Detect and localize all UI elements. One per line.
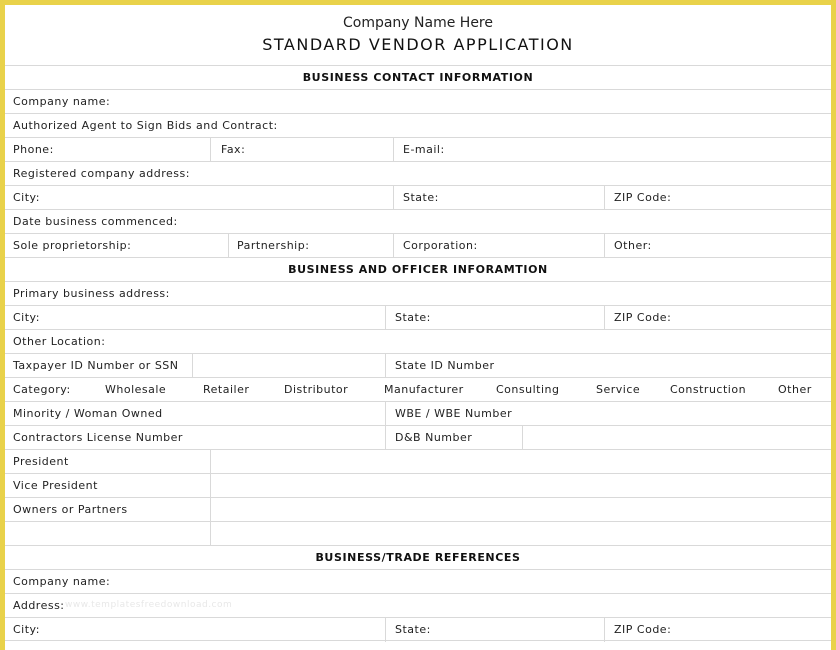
cell-divider	[604, 306, 605, 330]
row-reference-address[interactable]	[5, 593, 831, 617]
registered-address-label: Registered company address:	[13, 167, 190, 180]
owners-partners-label: Owners or Partners	[13, 503, 128, 516]
state-label: State:	[403, 191, 439, 204]
row-company-name[interactable]	[5, 89, 831, 113]
cell-divider	[385, 402, 386, 426]
cell-divider	[228, 234, 229, 258]
category-label: Category:	[13, 383, 71, 396]
watermark-text: www.templatesfreedownload.com	[65, 600, 233, 610]
row-business-type	[5, 233, 831, 257]
fax-label: Fax:	[221, 143, 246, 156]
city-label: City:	[13, 623, 40, 636]
city-label: City:	[13, 191, 40, 204]
zip-label: ZIP Code:	[614, 623, 672, 636]
cell-divider	[192, 354, 193, 378]
row-reference-city-state-zip	[5, 617, 831, 641]
partnership-label: Partnership:	[237, 239, 310, 252]
row-primary-address[interactable]	[5, 281, 831, 305]
row-registered-address[interactable]	[5, 161, 831, 185]
row-owners-partners	[5, 497, 831, 521]
wbe-number-label: WBE / WBE Number	[395, 407, 513, 420]
row-authorized-agent[interactable]	[5, 113, 831, 137]
date-commenced-label: Date business commenced:	[13, 215, 178, 228]
company-name-label: Company name:	[13, 95, 111, 108]
row-blank[interactable]	[5, 521, 831, 545]
cell-divider	[604, 234, 605, 258]
category-option-other[interactable]: Other	[778, 383, 812, 396]
reference-company-label: Company name:	[13, 575, 111, 588]
category-option-consulting[interactable]: Consulting	[496, 383, 560, 396]
category-option-construction[interactable]: Construction	[670, 383, 747, 396]
cell-divider	[385, 618, 386, 642]
category-option-manufacturer[interactable]: Manufacturer	[384, 383, 464, 396]
row-vice-president	[5, 473, 831, 497]
cell-divider	[393, 138, 394, 162]
cell-divider	[522, 426, 523, 450]
section-header-officer: BUSINESS AND OFFICER INFORAMTION	[5, 257, 831, 281]
phone-label: Phone:	[13, 143, 54, 156]
row-contractors-license	[5, 425, 831, 449]
category-option-retailer[interactable]: Retailer	[203, 383, 250, 396]
zip-label: ZIP Code:	[614, 311, 672, 324]
taxpayer-id-label: Taxpayer ID Number or SSN	[13, 359, 179, 372]
section-header-contact: BUSINESS CONTACT INFORMATION	[5, 65, 831, 89]
company-name: Company Name Here	[342, 15, 493, 31]
other-location-label: Other Location:	[13, 335, 106, 348]
category-option-wholesale[interactable]: Wholesale	[105, 383, 167, 396]
category-option-distributor[interactable]: Distributor	[284, 383, 349, 396]
cell-divider	[385, 354, 386, 378]
email-label: E-mail:	[403, 143, 445, 156]
row-city-state-zip	[5, 185, 831, 209]
row-other-location[interactable]	[5, 329, 831, 353]
section-header-references: BUSINESS/TRADE REFERENCES	[5, 545, 831, 569]
cell-divider	[385, 426, 386, 450]
row-officer-city-state-zip	[5, 305, 831, 329]
dnb-number-label: D&B Number	[395, 431, 473, 444]
sole-proprietorship-label: Sole proprietorship:	[13, 239, 132, 252]
cell-divider	[393, 234, 394, 258]
row-minority-owned	[5, 401, 831, 425]
row-reference-company[interactable]	[5, 569, 831, 593]
category-option-service[interactable]: Service	[596, 383, 641, 396]
vendor-application-form	[5, 5, 831, 650]
row-phone-fax-email	[5, 137, 831, 161]
minority-owned-label: Minority / Woman Owned	[13, 407, 163, 420]
row-date-commenced[interactable]	[5, 209, 831, 233]
reference-address-label: Address:	[13, 599, 65, 612]
cell-divider	[385, 306, 386, 330]
row-category	[5, 377, 831, 401]
cell-divider	[604, 618, 605, 642]
other-label: Other:	[614, 239, 652, 252]
document-title: STANDARD VENDOR APPLICATION	[262, 35, 574, 54]
zip-label: ZIP Code:	[614, 191, 672, 204]
contractors-license-label: Contractors License Number	[13, 431, 183, 444]
row-president	[5, 449, 831, 473]
authorized-agent-label: Authorized Agent to Sign Bids and Contract:	[13, 119, 278, 132]
president-label: President	[13, 455, 69, 468]
state-id-label: State ID Number	[395, 359, 495, 372]
cell-divider	[393, 186, 394, 210]
corporation-label: Corporation:	[403, 239, 478, 252]
primary-address-label: Primary business address:	[13, 287, 170, 300]
city-label: City:	[13, 311, 40, 324]
vice-president-label: Vice President	[13, 479, 98, 492]
state-label: State:	[395, 311, 431, 324]
cell-divider	[604, 186, 605, 210]
row-taxpayer-id	[5, 353, 831, 377]
state-label: State:	[395, 623, 431, 636]
cell-divider	[210, 138, 211, 162]
